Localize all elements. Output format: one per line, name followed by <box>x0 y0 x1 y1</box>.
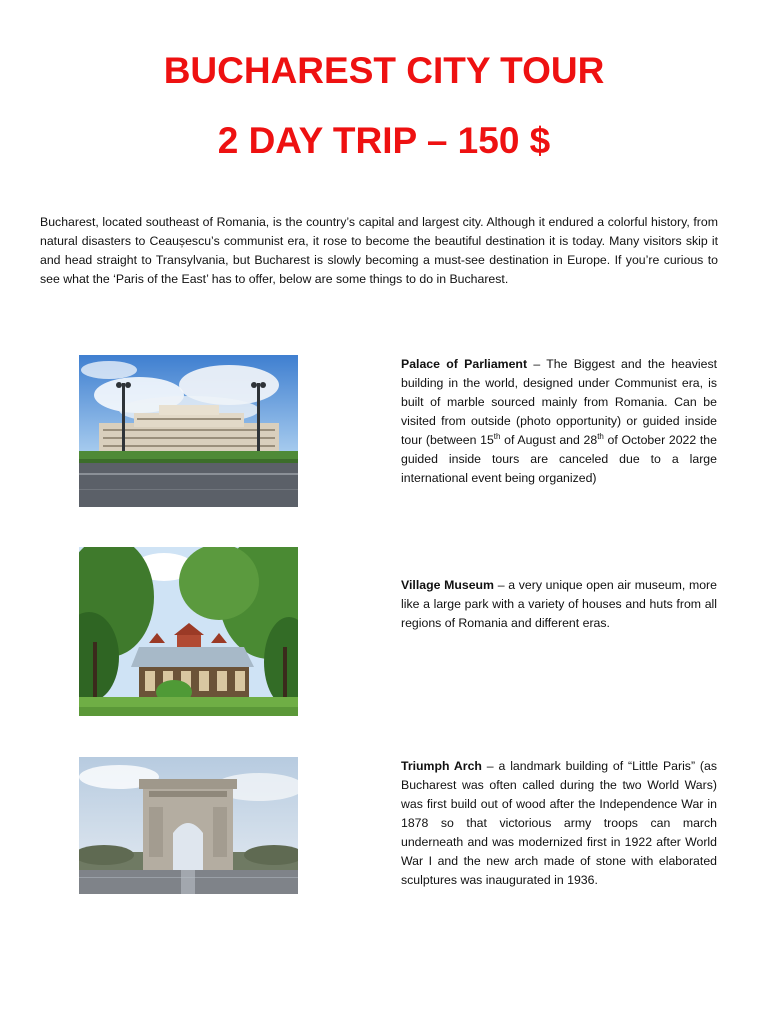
attraction-palace-of-parliament: Palace of Parliament – The Biggest and the heaviest building in the world, designed under Communist era, is built of marble sourced mainly from Romania. Can be visited from outside (photo opportunity) or guided inside tour (between 15th of August and 28th of October 2022 the guided inside tours are canceled due to a large international event being organized) <box>401 357 718 485</box>
attraction-village-museum: Village Museum – a very unique open air museum, more like a large park with a variety of houses and huts from all regions of Romania and different eras. <box>401 578 717 630</box>
attraction-name: Triumph Arch <box>401 759 482 773</box>
attraction-name: Palace of Parliament <box>401 357 528 371</box>
intro-paragraph: Bucharest, located southeast of Romania, is the country’s capital and largest city. Although it endured a colorful history, from natural disasters to Ceaușescu’s communist era, it rose to become the beautiful destination it is today. Many visitors skip it and head straight to Transylvania, but Bucharest is slowly becoming a must-see destination in Europe. If you’re curious to see what the ‘Paris of the East’ has to offer, below are some things to do in Bucharest. <box>40 215 718 286</box>
page-title: BUCHAREST CITY TOUR <box>163 50 605 91</box>
palace-of-parliament-photo <box>79 355 298 507</box>
attraction-name: Village Museum <box>401 578 494 592</box>
triumph-arch-photo <box>79 757 298 894</box>
village-museum-photo <box>79 547 298 716</box>
attraction-triumph-arch: Triumph Arch – a landmark building of “Little Paris” (as Bucharest was often called during the two World Wars) was first build out of wood after the Independence War in 1878 so that victorious army troops can march underneath and was modernized first in 1922 after World War I and the new arch made of stone with elaborated sculptures was inaugurated in 1936. <box>401 759 718 887</box>
page-subtitle-price: 2 DAY TRIP – 150 $ <box>217 120 551 161</box>
